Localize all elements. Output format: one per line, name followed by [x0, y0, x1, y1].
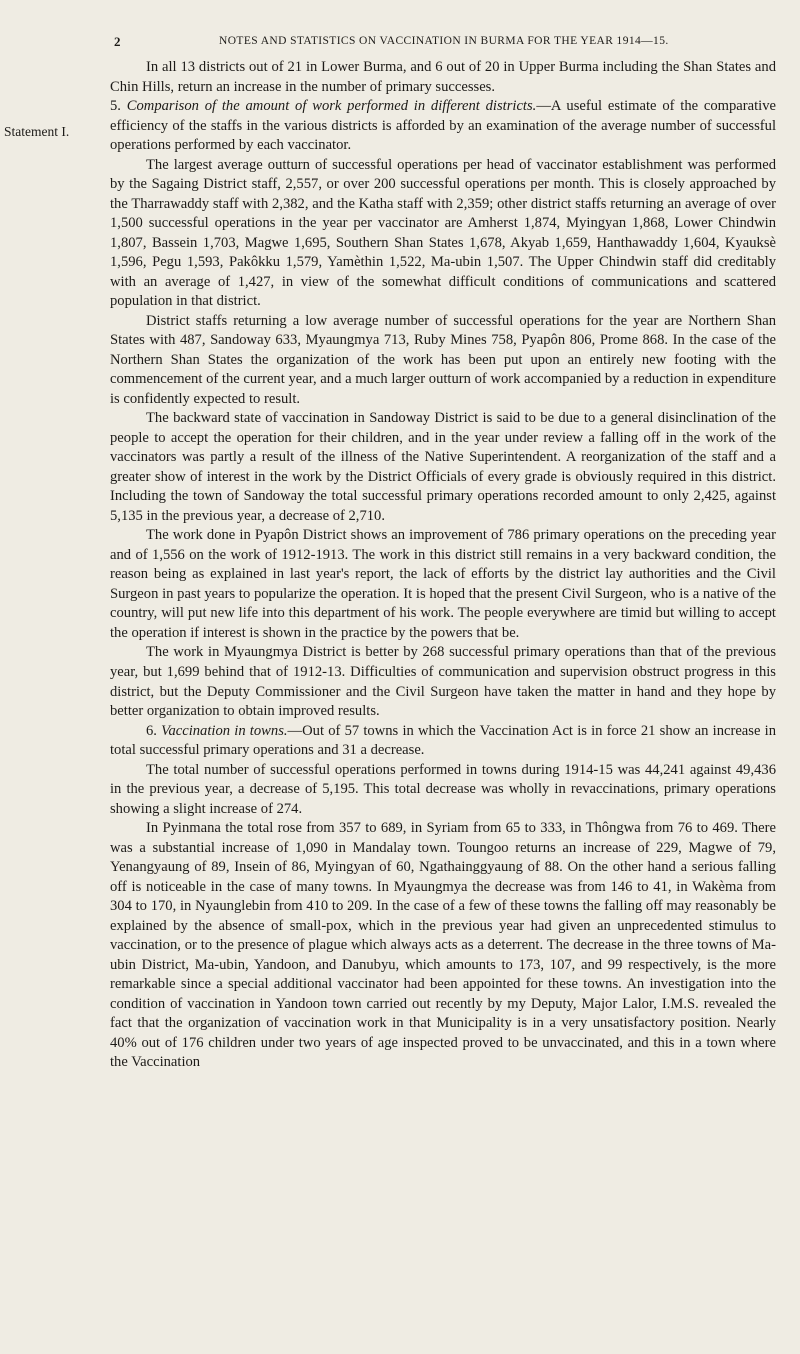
section-number: 5.	[110, 98, 127, 115]
paragraph-10: In Pyinmana the total rose from 357 to 689, in Syriam from 65 to 333, in Thôngwa from 76 to 469. There was a substantial increase of 1,090 in Mandalay town. Toungoo returns an increase of 229, Magwe of 79, Yenangyaung of 89, Insein of 86, Myingyan of 60, Ngathainggyaung of 88. On the other hand a serious falling off is noticeable in the case of many towns. In Myaungmya the decrease was from 146 to 41, in Wakèma from 304 to 170, in Nyaunglebin from 410 to 209. In the case of a few of these towns the falling off may reasonably be explained by the absence of small-pox, which in the previous year had given an unprecedented stimulus to vaccination, or to the presence of plague which always acts as a deterrent. The decrease in the three towns of Ma-ubin District, Ma-ubin, Yandoon, and Danubyu, which amounts to 173, 107, and 99 respectively, is the more remarkable since a special additional vaccinator had been appointed for these towns. An investigation into the condition of vaccination in Yandoon town carried out recently by my Deputy, Major Lalor, I.M.S. revealed the fact that the organization of vaccination work in that Municipality is in a very unsatisfactory position. Nearly 40% out of 176 children under two years of age inspected proved to be unvaccinated, and this in a town where the Vaccination	[110, 820, 776, 1071]
paragraph-9: The total number of successful operations performed in towns during 1914-15 was 44,241 against 49,436 in the previous year, a decrease of 5,195. This total decrease was wholly in revaccinations, primary operations showing a slight increase of 274.	[110, 761, 776, 817]
paragraph-1: In all 13 districts out of 21 in Lower Burma, and 6 out of 20 in Upper Burma including the Shan States and Chin Hills, return an increase in the number of primary successes.	[110, 59, 776, 95]
page-number: 2	[114, 34, 121, 49]
section-heading: Comparison of the amount of work performed in different districts.	[126, 98, 537, 115]
running-title: NOTES AND STATISTICS ON VACCINATION IN BURMA FOR THE YEAR 1914—15.	[219, 35, 669, 47]
paragraph-2	[110, 97, 776, 156]
margin-note: Statement I.	[4, 124, 70, 139]
paragraph-6: The work done in Pyapôn District shows an improvement of 786 primary operations on the preceding year and of 1,556 on the work of 1912-1913. The work in this district still remains in a very backward condition, the reason being as explained in last year's report, the lack of efforts by the district lay authorities and the Civil Surgeon in past years to popularize the operation. It is hoped that the present Civil Surgeon, who is a native of the country, will put new life into this department of his work. The people everywhere are timid but willing to accept the operation if interest is shown in the practice by the powers that be.	[110, 527, 776, 641]
paragraph-2-text: —A useful estimate of the comparative efficiency of the staffs in the various districts is afforded by an examination of the average number of successful operations performed by each vaccinator.	[110, 98, 777, 154]
paragraph-4: District staffs returning a low average number of successful operations for the year are Northern Shan States with 487, Sandoway 633, Myaungmya 713, Ruby Mines 758, Pyapôn 806, Prome 868. In the case of the Northern Shan States the organization of the work has been put upon an entirely new footing with the commencement of the current year, and a much larger outturn of work accompanied by a reduction in expenditure is confidently expected to result.	[110, 312, 776, 407]
body-text	[110, 58, 776, 1073]
paragraph-5: The backward state of vaccination in Sandoway District is said to be due to a general disinclination of the people to accept the operation for their children, and in the year under review a falling off in the work of the vaccinators was partly a result of the illness of the Native Superintendent. A reorganization of the staff and a greater show of interest in the work by the District Officials of every grade is obviously required in this district. Including the town of Sandoway the total successful primary operations recorded amount to only 2,425, against 5,135 in the previous year, a decrease of 2,710.	[110, 410, 776, 524]
paragraph-8-text: —Out of 57 towns in which the Vaccination Act is in force 21 show an increase in total successful primary operations and 31 a decrease.	[110, 722, 776, 759]
section-heading: Vaccination in towns.	[161, 722, 288, 739]
section-number: 6.	[146, 722, 162, 739]
paragraph-8	[110, 722, 776, 761]
paragraph-7: The work in Myaungmya District is better by 268 successful primary operations than that of the previous year, but 1,699 behind that of 1912-13. Difficulties of communication and supervision obstruct progress in this district, but the Deputy Commissioner and the Civil Surgeon have taken the matter in hand and they hope by better organization to obtain improved results.	[110, 644, 776, 720]
paragraph-3: The largest average outturn of successful operations per head of vaccinator establishment was performed by the Sagaing District staff, 2,557, or over 200 successful operations per month. This is closely approached by the Tharrawaddy staff with 2,382, and the Katha staff with 2,359; other district staffs returning an average of over 1,500 successful operations in the year per vaccinator are Amherst 1,874, Myingyan 1,868, Lower Chindwin 1,807, Bassein 1,703, Magwe 1,695, Southern Shan States 1,678, Akyab 1,659, Hanthawaddy 1,604, Kyauksè 1,596, Pegu 1,593, Pakôkku 1,579, Yamèthin 1,522, Ma-ubin 1,507. The Upper Chindwin staff did creditably with an average of 1,427, in view of the somewhat difficult conditions of communications and scattered population in that district.	[110, 156, 776, 310]
